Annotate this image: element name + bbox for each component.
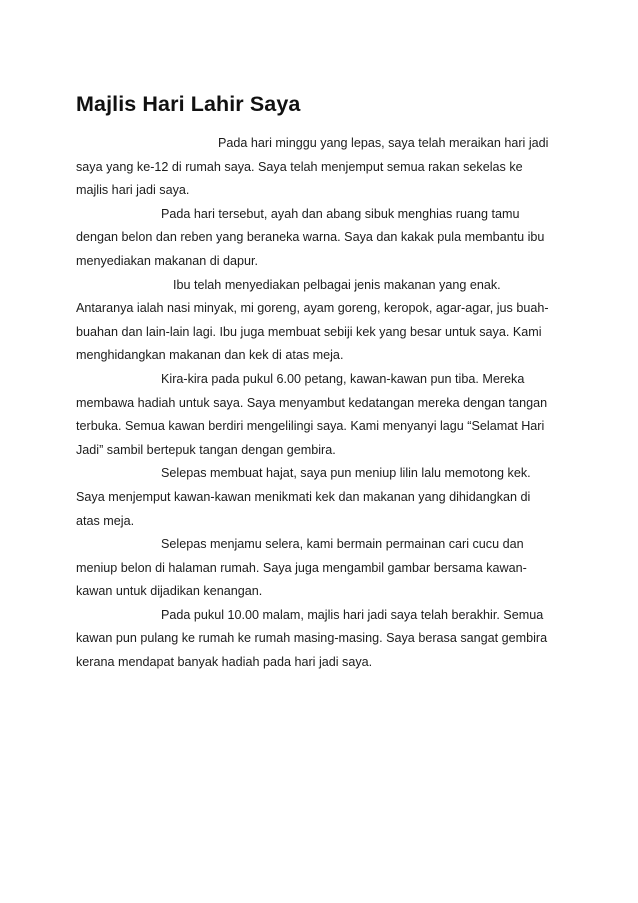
paragraph-3 [76, 274, 564, 368]
paragraph-line: Kira-kira pada pukul 6.00 petang, kawan-kawan pun tiba. Mereka [161, 371, 525, 386]
paragraph-line: majlis hari jadi saya. [76, 183, 190, 198]
paragraph-6 [76, 533, 564, 604]
paragraph-line: menghidangkan makanan dan kek di atas meja. [76, 348, 344, 363]
paragraph-line: Selepas menjamu selera, kami bermain permainan cari cucu dan [161, 537, 524, 552]
paragraph-line: Selepas membuat hajat, saya pun meniup lilin lalu memotong kek. [161, 466, 531, 481]
paragraph-line: Pada hari tersebut, ayah dan abang sibuk menghias ruang tamu [161, 206, 520, 221]
paragraph-line: menyediakan makanan di dapur. [76, 253, 259, 268]
paragraph-line: kawan pun pulang ke rumah ke rumah masing-masing. Saya berasa sangat gembira [76, 631, 548, 646]
paragraph-line: dengan belon dan reben yang beraneka warna. Saya dan kakak pula membantu ibu [76, 230, 545, 245]
paragraph-line: Ibu telah menyediakan pelbagai jenis makanan yang enak. [173, 277, 501, 292]
paragraph-7 [76, 604, 564, 675]
paragraph-line: kawan untuk dijadikan kenangan. [76, 584, 263, 599]
paragraph-line: Antaranya ialah nasi minyak, mi goreng, ayam goreng, keropok, agar-agar, jus buah- [76, 301, 549, 316]
paragraph-1 [76, 132, 564, 203]
paragraph-line: Pada hari minggu yang lepas, saya telah meraikan hari jadi [218, 136, 549, 150]
paragraph-4 [76, 368, 564, 462]
document-body [76, 90, 564, 675]
paragraph-line: Pada pukul 10.00 malam, majlis hari jadi saya telah berakhir. Semua [161, 607, 544, 622]
paragraph-line: Saya menjemput kawan-kawan menikmati kek dan makanan yang dihidangkan di [76, 489, 531, 504]
paragraph-line: meniup belon di halaman rumah. Saya juga mengambil gambar bersama kawan- [76, 560, 527, 575]
paragraph-2 [76, 203, 564, 274]
paragraph-5 [76, 462, 564, 533]
paragraph-line: saya yang ke-12 di rumah saya. Saya telah menjemput semua rakan sekelas ke [76, 159, 523, 174]
paragraph-line: membawa hadiah untuk saya. Saya menyambut kedatangan mereka dengan tangan [76, 395, 548, 410]
paragraph-line: kerana mendapat banyak hadiah pada hari jadi saya. [76, 655, 373, 670]
paragraph-line: Jadi” sambil bertepuk tangan dengan gembira. [76, 442, 336, 457]
paragraph-line: terbuka. Semua kawan berdiri mengelilingi saya. Kami menyanyi lagu “Selamat Hari [76, 419, 545, 434]
paragraph-line: atas meja. [76, 513, 135, 528]
document-title: Majlis Hari Lahir Saya [76, 92, 301, 116]
paragraph-line: buahan dan lain-lain lagi. Ibu juga membuat sebiji kek yang besar untuk saya. Kami [76, 324, 542, 339]
